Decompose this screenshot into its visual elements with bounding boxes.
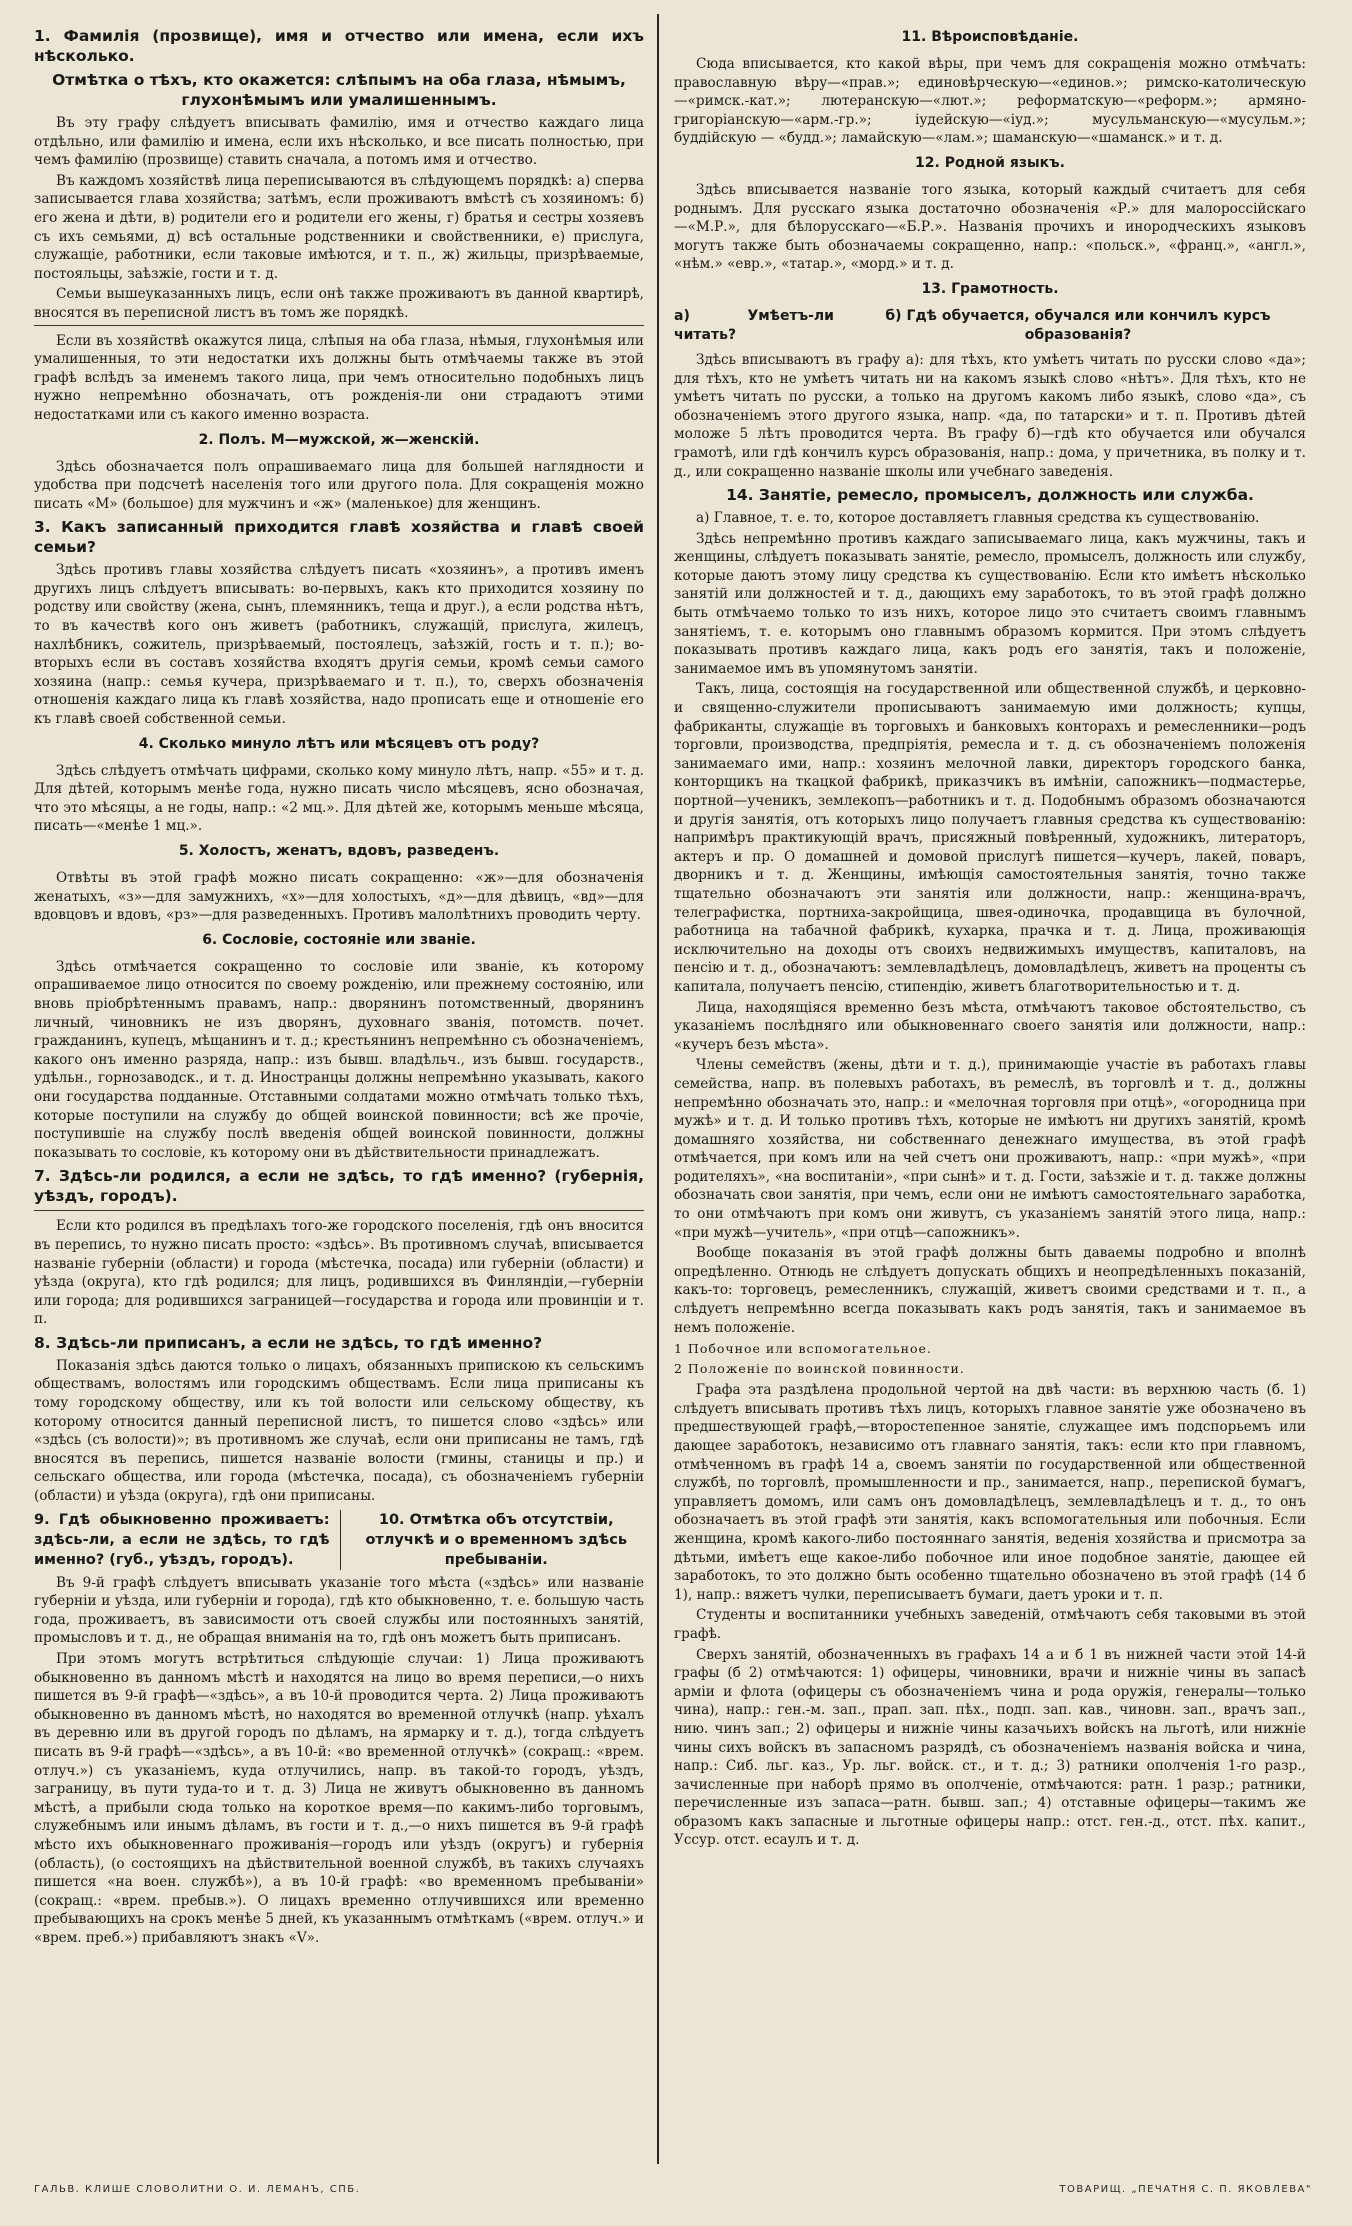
printer-credit-left: ГАЛЬВ. КЛИШЕ СЛОВОЛИТНИ О. И. ЛЕМАНЪ, СПБ. (34, 2184, 361, 2195)
left-column (34, 22, 644, 2166)
section-1-paragraph: Въ каждомъ хозяйствѣ лица переписываются въ слѣдующемъ порядкѣ: а) сперва записывается глава хозяйства; затѣмъ, если проживаютъ вмѣстѣ съ хозяиномъ: б) его жена и дѣти, в) родители его и родители его жены, г) братья и сестры хозяевъ съ ихъ семьями, д) всѣ остальные родственники и свойственники, е) прислуга, служащіе, работники, если таковые имѣются, и т. п., ж) жильцы, призрѣваемые, постояльцы, заѣзжіе, гости и т. д. (34, 172, 644, 282)
section-14-paragraph: Вообще показанія въ этой графѣ должны быть даваемы подробно и вполнѣ опредѣленно. Отнюдь не слѣдуетъ допускать общихъ и неопредѣленныхъ показаній, какъ-то: торговецъ, ремесленникъ, служащій, живетъ своими средствами и т. п., а слѣдуетъ непремѣнно всегда показывать какъ родъ занятія, такъ и занимаемое въ немъ положеніе. (674, 1245, 1306, 1336)
section-7-title: 7. Здѣсь-ли родился, а если не здѣсь, то гдѣ именно? (губернія, уѣздъ, городъ). (34, 1167, 644, 1206)
section-11-title: 11. Вѣроисповѣданіе. (901, 29, 1079, 45)
right-column (674, 22, 1306, 2166)
section-13-paragraph: Здѣсь вписываютъ въ графу а): для тѣхъ, кто умѣетъ читать по русски слово «да»; для тѣхъ, кто не умѣетъ читать ни на какомъ языкѣ слово «нѣтъ». Для тѣхъ, кто не умѣетъ читать по русски, а только на другомъ какомъ либо языкѣ, слово «да», съ обозначеніемъ этого другого языка, напр. «да, по татарски» и т. п. Противъ дѣтей моложе 5 лѣтъ проводится черта. Въ графу б)—гдѣ кто обучается или обучался грамотѣ, или гдѣ кончилъ курсъ образованія, напр.: дома, у причетника, въ полку и т. д., или сокращенно названіе школы или учебнаго заведенія. (674, 351, 1306, 480)
section-8-title: 8. Здѣсь-ли приписанъ, а если не здѣсь, то гдѣ именно? (34, 1333, 543, 1352)
section-4-title: 4. Сколько минуло лѣтъ или мѣсяцевъ отъ роду? (138, 735, 540, 752)
column-divider (657, 14, 659, 2164)
section-9-10-headers (34, 1510, 644, 1570)
divider (34, 1210, 644, 1211)
section-9-paragraph: Въ 9-й графѣ слѣдуетъ вписывать указаніе того мѣста («здѣсь» или названіе губерніи и уѣзда, или губерніи и города), гдѣ кто обыкновенно, т. е. большую часть года, проживаетъ, въ зависимости отъ своей службы или постоянныхъ занятій, промысловъ и т. д., не обращая вниманія на то, гдѣ онъ можетъ быть приписанъ. (34, 1574, 644, 1647)
section-14-paragraph: Члены семействъ (жены, дѣти и т. д.), принимающіе участіе въ работахъ главы семейства, напр. въ полевыхъ работахъ, въ ремеслѣ, въ торговлѣ и т. д., должны непремѣнно обозначать это, напр.: и «мелочная торговля при отцѣ», «огородница при мужѣ» и т. д. И только противъ тѣхъ, которые не имѣютъ ни другихъ занятій, кромѣ домашняго хозяйства, ни собственнаго денежнаго имущества, въ этой графѣ отмѣчается, при комъ или на чей счетъ они проживаютъ, напр.: «при мужѣ», «при родителяхъ», «на воспитаніи», «при сынѣ» и т. д. Гости, заѣзжіе и т. д. также должны обозначать свои занятія, при чемъ, если они не имѣютъ самостоятельнаго заработка, то они отмѣчаютъ при комъ они живутъ, съ указаніемъ занятій этого лица, напр.: «при мужѣ—учитель», «при отцѣ—сапожникъ». (674, 1057, 1306, 1241)
section-14-subtitle: а) Главное, т. е. то, которое доставляетъ главныя средства къ существованію. (696, 510, 1260, 527)
section-14-paragraph: Здѣсь непремѣнно противъ каждаго записываемаго лица, какъ мужчины, такъ и женщины, слѣдуетъ показывать занятіе, ремесло, промыселъ, должность или службу, которые даютъ этому лицу средства къ существованію. Если кто имѣетъ нѣсколько занятій или должностей и т. д., дающихъ ему заработокъ, то въ этой графѣ должно быть отмѣчаемо только то изъ нихъ, которое лицо это считаетъ своимъ главнымъ занятіемъ, т. е. которымъ оно главнымъ образомъ кормится. При этомъ слѣдуетъ показывать противъ каждаго лица, какъ родъ его занятія, такъ и положеніе, занимаемое имъ въ упомянутомъ занятіи. (674, 530, 1306, 677)
section-5-paragraph: Отвѣты въ этой графѣ можно писать сокращенно: «ж»—для обозначенія женатыхъ, «з»—для замужнихъ, «х»—для холостыхъ, «д»—для дѣвицъ, «вд»—для вдовцовъ и вдовъ, «рз»—для разведенныхъ. Противъ малолѣтнихъ проводить черту. (34, 870, 644, 924)
section-9-paragraph: При этомъ могутъ встрѣтиться слѣдующіе случаи: 1) Лица проживаютъ обыкновенно въ данномъ мѣстѣ и находятся на лицо во время переписи,—о нихъ пишется въ 9-й графѣ—«здѣсь», а въ 10-й проводится черта. 2) Лица проживаютъ обыкновенно въ данномъ мѣстѣ, но находятся во временной отлучкѣ (напр. уѣхалъ въ деревню или въ другой городъ по дѣламъ, на ярмарку и т. д.), тогда слѣдуетъ писать въ 9-й графѣ—«здѣсь», а въ 10-й: «во временной отлучкѣ» (сокращ.: «врем. отлуч.») съ указаніемъ, куда отлучились, напр. въ такой-то городъ, уѣздъ, заграницу, въ пути туда-то и т. д. 3) Лица не живутъ обыкновенно въ данномъ мѣстѣ, а прибыли сюда только на короткое время—по какимъ-либо торговымъ, служебнымъ или инымъ дѣламъ, въ гости и т. д.,—о нихъ пишется въ 9-й графѣ мѣсто ихъ обыкновеннаго проживанія—городъ или уѣздъ (округъ) и губернія (область), (о состоящихъ на дѣйствительной военной службѣ, въ такихъ случаяхъ пишется «на воен. службѣ»), а въ 10-й графѣ: «во временномъ пребываніи» (сокращ.: «врем. пребыв.»). О лицахъ временно отлучившихся или временно пребывающихъ на срокъ менѣе 5 дней, къ указаннымъ отмѣткамъ («врем. отлуч.» и «врем. преб.») прибавляютъ знакъ «V». (34, 1651, 644, 1946)
section-6-paragraph: Здѣсь отмѣчается сокращенно то сословіе или званіе, къ которому опрашиваемое лицо относится по своему рожденію, или прежнему состоянію, или вновь пріобрѣтеннымъ правамъ, напр.: дворянинъ потомственный, дворянинъ личный, чиновникъ не изъ дворянъ, духовнаго званія, потомств. почет. гражданинъ, купецъ, мѣщанинъ и т. д.; крестьянинъ непремѣнно съ обозначеніемъ, какого онъ именно разряда, напр.: изъ бывш. владѣльч., изъ бывш. государств., удѣльн., горнозаводск., и т. д. Иностранцы должны непремѣнно указывать, какого они государства подданные. Отставными солдатами можно отмѣчать только тѣхъ, которые поступили на службу до общей воинской повинности; всѣ же прочіе, поступившіе на службу послѣ введенія общей воинской повинности, должны показывать то сословіе, къ которому они въ дѣйствительности принадлежатъ. (34, 958, 644, 1161)
section-3-paragraph: Здѣсь противъ главы хозяйства слѣдуетъ писать «хозяинъ», а противъ именъ другихъ лицъ слѣдуетъ вписывать: во-первыхъ, какъ кто приходится хозяину по родству или свойству (жена, сынъ, племянникъ, теща и друг.), а если родства нѣтъ, то въ качествѣ кого онъ живетъ (работникъ, служащій, прислуга, жилецъ, нахлѣбникъ, сожитель, призрѣваемый, постоялецъ, заѣзжій, гость и т. п.); во-вторыхъ если въ составъ хозяйства входятъ другія семьи, кромѣ семьи самого хозяина (напр.: семья кучера, призрѣваемаго и т. п.), то, сверхъ обозначенія отношенія каждаго лица къ главѣ хозяйства, надо прописать еще и отношеніе его къ главѣ своей собственной семьи. (34, 562, 644, 728)
section-3-title: 3. Какъ записанный приходится главѣ хозяйства и главѣ своей семьи? (34, 518, 644, 557)
section-13-subheads (674, 307, 1306, 345)
section-1-paragraph: Семьи вышеуказанныхъ лицъ, если онѣ также проживаютъ въ данной квартирѣ, вносятся въ переписной листъ въ томъ же порядкѣ. (34, 286, 644, 321)
section-14-title: 14. Занятіе, ремесло, промыселъ, должность или служба. (726, 486, 1254, 505)
section-1-title: 1. Фамилія (прозвище), имя и отчество или имена, если ихъ нѣсколько. (34, 27, 644, 65)
section-5-title: 5. Холостъ, женатъ, вдовъ, разведенъ. (178, 843, 500, 859)
section-2-paragraph: Здѣсь обозначается полъ опрашиваемаго лица для большей наглядности и удобства при подсчетѣ населенія того или другого пола. Для сокращенія можно писать «М» (большое) для мужчинъ и «ж» (маленькое) для женщинъ. (34, 458, 644, 512)
section-14-paragraph: Лица, находящіяся временно безъ мѣста, отмѣчаютъ таковое обстоятельство, съ указаніемъ послѣдняго или обыкновеннаго своего занятія или должности, напр.: «кучеръ безъ мѣста». (674, 999, 1306, 1053)
section-1-note-title: Отмѣтка о тѣхъ, кто окажется: слѣпымъ на оба глаза, нѣмымъ, глухонѣмымъ или умалишеннымъ. (52, 71, 626, 109)
section-14-paragraph: Студенты и воспитанники учебныхъ заведеній, отмѣчаютъ себя таковыми въ этой графѣ. (674, 1607, 1306, 1642)
section-1-paragraph: Въ эту графу слѣдуетъ вписывать фамилію, имя и отчество каждаго лица отдѣльно, или фамилію и имена, если ихъ нѣсколько, и все писать полностью, при чемъ фамилію (прозвище) ставить сначала, а потомъ имя и отчество. (34, 115, 644, 169)
section-8-paragraph: Показанія здѣсь даются только о лицахъ, обязанныхъ припискою къ сельскимъ обществамъ, волостямъ или городскимъ обществамъ. Если лица приписаны къ тому городскому обществу, или къ той волости или сельскому обществу, къ которому относится данный переписной листъ, то пишется слово «здѣсь» или «здѣсь (съ волости)»; въ противномъ же случаѣ, если они приписаны не тамъ, гдѣ вносятся въ перепись, пишется названіе волости (гмины, станицы и пр.) и сельскаго общества, или города (мѣстечка, посада), съ обозначеніемъ губерніи (области) и уѣзда (округа), гдѣ они приписаны. (34, 1357, 644, 1505)
section-14-paragraph: Сверхъ занятій, обозначенныхъ въ графахъ 14 а и б 1 въ нижней части этой 14-й графы (б 2) отмѣчаются: 1) офицеры, чиновники, врачи и нижніе чины въ запасѣ арміи и флота (офицеры съ обозначеніемъ чина и рода оружія, генералы—только чина), напр.: ген.-м. зап., прап. зап. пѣх., подп. зап. кав., чиновн. зап., врачъ зап., нию. чинъ зап.; 2) офицеры и нижніе чины казачьихъ войскъ на льготѣ, или нижніе чины сихъ войскъ въ запасномъ разрядѣ, съ обозначеніемъ названія войска и чина, напр.: Сиб. льг. каз., Ур. льг. войск. ст., и т. д.; 3) ратники ополченія 1-го разр., зачисленные при наборѣ прямо въ ополченіе, отмѣчаются: ратн. 1 разр.; ратники, перечисленные изъ запаса—ратн. бывш. зап.; 4) отставные офицеры—такимъ же образомъ какъ запасные и льготные офицеры напр.: отст. ген.-д., отст. пѣх. капит., Уссур. отст. есаулъ и т. д. (674, 1646, 1306, 1849)
section-13-b-title: б) Гдѣ обучается, обучался или кончилъ курсъ образованія? (885, 307, 1271, 343)
divider (34, 325, 644, 326)
section-4-paragraph: Здѣсь слѣдуетъ отмѣчать цифрами, сколько кому минуло лѣтъ, напр. «55» и т. д. Для дѣтей, которымъ менѣе года, нужно писать число мѣсяцевъ, ясно обозначая, что это мѣсяцы, а не годы, напр.: «2 мц.». Для дѣтей же, которымъ меньше мѣсяца, писать—«менѣе 1 мц.». (34, 762, 644, 835)
section-9-title: 9. Гдѣ обыкновенно проживаетъ: здѣсь-ли, а если не здѣсь, то гдѣ именно? (губ., уѣздъ, городъ). (34, 1511, 330, 1568)
printer-credit-right: ТОВАРИЩ. „ПЕЧАТНЯ С. П. ЯКОВЛЕВА" (1059, 2184, 1312, 2195)
section-10-title: 10. Отмѣтка объ отсутствіи, отлучкѣ и о временномъ здѣсь пребываніи. (365, 1511, 628, 1568)
section-1-paragraph: Если въ хозяйствѣ окажутся лица, слѣпыя на оба глаза, нѣмыя, глухонѣмыя или умалишенныя, то эти недостатки ихъ должны быть отмѣчаемы также въ этой графѣ вслѣдъ за именемъ такого лица, при чемъ относительно подобныхъ лицъ нужно непремѣнно обозначать, отъ рожденія-ли они страдаютъ этими недостатками или съ какого именно возраста. (34, 332, 644, 423)
section-2-title: 2. Полъ. М—мужской, ж—женскій. (198, 431, 480, 448)
section-14-paragraph: Графа эта раздѣлена продольной чертой на двѣ части: въ верхнюю часть (б. 1) слѣдуетъ вписывать противъ тѣхъ лицъ, которыхъ главное занятіе уже обозначено въ предшествующей графѣ,—второстепенное занятіе, служащее имъ подспорьемъ или дающее заработокъ, независимо отъ главнаго занятія, такъ: если кто при главномъ, отмѣченномъ въ графѣ 14 а, своемъ занятіи по государственной или общественной службѣ, по торговлѣ, промышленности и пр., занимается, напр., перепиской бумагъ, управляетъ домомъ, или самъ онъ домовладѣлецъ, землевладѣлецъ и т. д., то онъ обозначаетъ въ этой графѣ эти занятія, какъ вспомогательныя или побочныя. Если женщина, кромѣ какого-либо постояннаго занятія, веденія хозяйства и присмотра за дѣтьми, имѣетъ еще какое-либо побочное или иное подобное занятіе, дающее ей заработокъ, то это должно быть особенно тщательно обозначено въ этой графѣ (14 б 1), напр.: вяжетъ чулки, переписываетъ бумаги, даетъ уроки и т. п. (674, 1382, 1306, 1603)
section-7-paragraph: Если кто родился въ предѣлахъ того-же городского поселенія, гдѣ онъ вносится въ перепись, то нужно писать просто: «здѣсь». Въ противномъ случаѣ, вписывается названіе губерніи (области) и города (мѣстечка, посада) или губерніи (области) и уѣзда (округа), кто гдѣ родился; для лицъ, родившихся въ Финляндіи,—губерніи или города; для родившихся заграницей—государства и города или провинціи и т. п. (34, 1218, 644, 1328)
section-12-title: 12. Родной языкъ. (915, 154, 1065, 171)
section-14-note-1: 1 Побочное или вспомогательное. (674, 1341, 932, 1357)
section-12-paragraph: Здѣсь вписывается названіе того языка, который каждый считаетъ для себя роднымъ. Для русскаго языка достаточно обозначенія «Р.» для малороссійскаго—«М.Р.», для бѣлорусскаго—«Б.Р.». Названія прочихъ и инородческихъ языковъ могутъ также быть обозначаемы сокращенно, напр.: «польск.», «франц.», «англ.», «нѣм.» «евр.», «татар.», «морд.» и т. д. (674, 181, 1306, 273)
section-13-a-title: а) Умѣетъ-ли читать? (674, 307, 834, 343)
section-11-paragraph: Сюда вписывается, кто какой вѣры, при чемъ для сокращенія можно отмѣчать: православную вѣру—«прав.»; единовѣрческую—«единов.»; римско-католическую—«римск.-кат.»; лютеранскую—«лют.»; реформатскую—«реформ.»; армяно-григоріанскую—«арм.-гр.»; іудейскую—«іуд.»; мусульманскую—«мусульм.»; буддійскую — «будд.»; ламайскую—«лам.»; шаманскую—«шаманск.» и т. д. (674, 56, 1306, 147)
section-14-paragraph: Такъ, лица, состоящія на государственной или общественной службѣ, и церковно- и священно-служители прописываютъ занимаемую ими должность; купцы, фабриканты, служащіе въ торговыхъ и банковыхъ конторахъ и ремесленники—родъ торговли, производства, предпріятія, ремесла и т. д. съ обозначеніемъ положенія занимаемаго ими, напр.: хозяинъ мелочной лавки, директоръ городского банка, конторщикъ на ткацкой фабрикѣ, приказчикъ въ имѣніи, сапожникъ—подмастерье, портной—ученикъ, землекопъ—работникъ и т. д. Подобнымъ образомъ обозначаются и другія занятія, отъ которыхъ лицо получаетъ главныя средства къ существованію: напримѣръ практикующій врачъ, присяжный повѣренный, художникъ, литераторъ, актеръ и пр. О домашней и домовой прислугѣ пишется—кучеръ, лакей, поваръ, дворникъ и т. д. Женщины, имѣющія самостоятельныя занятія, точно также тщательно обозначаютъ эти занятія или должности, напр.: женщина-врачъ, телеграфистка, портниха-закройщица, швея-одиночка, продавщица въ булочной, работница на табачной фабрикѣ, кухарка, прачка и т. д. Лица, проживающія исключительно на доходы отъ своихъ недвижимыхъ имуществъ, капиталовъ, на пенсію и т. д., обозначаютъ: землевладѣлецъ, домовладѣлецъ, живетъ на проценты съ капитала, получаетъ пенсію, стипендію, живетъ благотворительностью и т. д. (674, 681, 1306, 995)
section-6-title: 6. Сословіе, состояніе или званіе. (202, 931, 476, 948)
section-13-title: 13. Грамотность. (921, 280, 1059, 297)
section-14-note-2: 2 Положеніе по воинской повинности. (674, 1361, 965, 1377)
